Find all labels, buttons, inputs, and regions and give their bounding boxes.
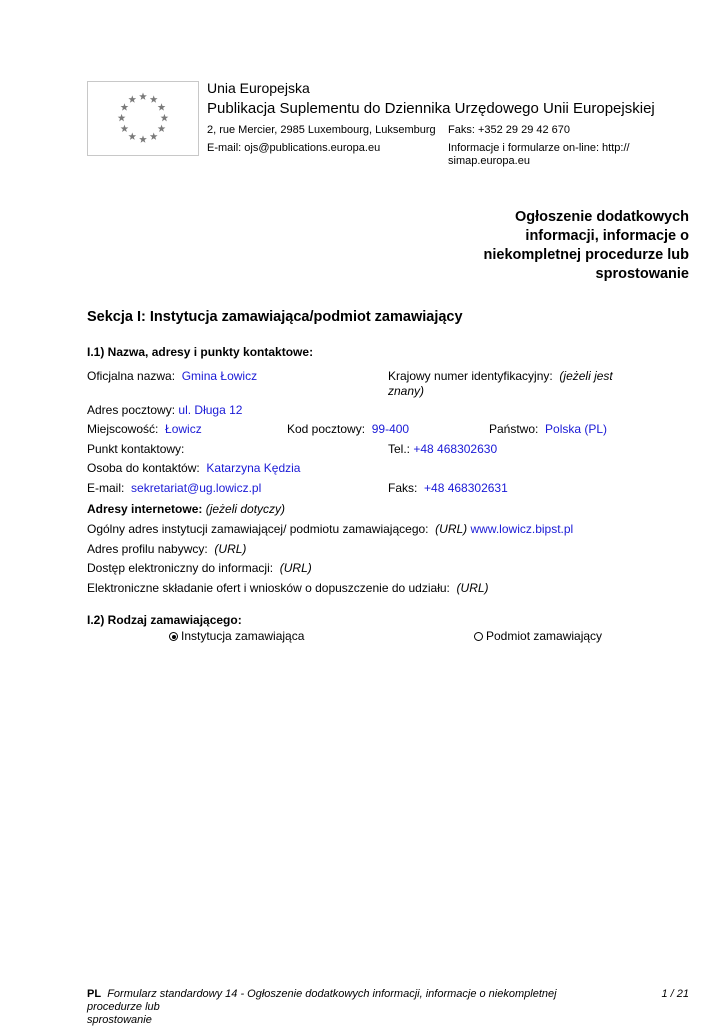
star-icon xyxy=(150,95,158,102)
general-address-row xyxy=(87,522,573,537)
country-value: Polska (PL) xyxy=(545,422,608,436)
buyer-profile-note: (URL) xyxy=(214,542,247,556)
radio-unselected-icon[interactable] xyxy=(474,632,483,641)
contact-person-label: Osoba do kontaktów: xyxy=(87,461,200,475)
document-title xyxy=(449,208,689,284)
country-row xyxy=(489,422,607,437)
section-title: Sekcja I: Instytucja zamawiająca/podmiot zamawiający xyxy=(87,309,463,325)
star-icon xyxy=(139,135,147,142)
national-id-label: Krajowy numer identyfikacyjny: xyxy=(388,369,553,383)
page-number: 1 / 21 xyxy=(661,988,689,1000)
postal-address-row xyxy=(87,403,242,418)
star-icon xyxy=(161,114,169,121)
subsection-1-title: I.1) Nazwa, adresy i punkty kontaktowe: xyxy=(87,345,314,359)
header-publication: Publikacja Suplementu do Dziennika Urzędowego Unii Europejskiej xyxy=(207,100,655,117)
tel-row xyxy=(388,442,497,457)
email-value: sekretariat@ug.lowicz.pl xyxy=(131,481,262,495)
header-org: Unia Europejska xyxy=(207,80,310,96)
star-icon xyxy=(118,114,126,121)
footer xyxy=(87,988,597,1027)
postal-address-value: ul. Długa 12 xyxy=(178,403,243,417)
star-icon xyxy=(121,103,129,110)
city-row xyxy=(87,422,202,437)
header-fax: Faks: +352 29 29 42 670 xyxy=(448,124,571,136)
star-icon xyxy=(150,132,158,139)
electronic-submission-row xyxy=(87,581,489,596)
star-icon xyxy=(158,103,166,110)
email-row xyxy=(87,481,261,496)
fax-value: +48 468302631 xyxy=(424,481,508,495)
national-id-row xyxy=(388,369,613,399)
radio-selected-icon[interactable] xyxy=(169,632,178,641)
buyer-profile-label: Adres profilu nabywcy: xyxy=(87,542,208,556)
fax-row xyxy=(388,481,508,496)
general-address-label: Ogólny adres instytucji zamawiającej/ podmiotu zamawiającego: xyxy=(87,522,429,536)
electronic-submission-label: Elektroniczne składanie ofert i wniosków o dopuszczenie do udziału: xyxy=(87,581,450,595)
contracting-authority-label: Instytucja zamawiająca xyxy=(181,629,305,643)
title-line4: sprostowanie xyxy=(595,266,689,282)
title-line2: informacji, informacje o xyxy=(525,228,689,244)
electronic-access-note: (URL) xyxy=(279,561,312,575)
contact-point-label: Punkt kontaktowy: xyxy=(87,442,185,456)
country-label: Państwo: xyxy=(489,422,539,436)
star-icon xyxy=(158,125,166,132)
electronic-access-row xyxy=(87,561,312,576)
internet-label: Adresy internetowe: xyxy=(87,502,203,516)
header-address: 2, rue Mercier, 2985 Luxembourg, Luksemburg xyxy=(207,124,436,136)
postal-address-label: Adres pocztowy: xyxy=(87,403,176,417)
contact-person-value: Katarzyna Kędzia xyxy=(206,461,301,475)
general-address-link[interactable]: www.lowicz.bipst.pl xyxy=(470,522,574,536)
header-info-line1: Informacje i formularze on-line: http:// xyxy=(448,142,630,154)
footer-form-line1: Formularz standardowy 14 - Ogłoszenie dodatkowych informacji, informacje o niekompletnej procedurze lub xyxy=(87,988,557,1013)
footer-lang: PL xyxy=(87,988,102,1000)
star-icon xyxy=(139,93,147,100)
tel-label: Tel.: xyxy=(388,442,411,456)
internet-row xyxy=(87,502,285,517)
star-icon xyxy=(128,132,136,139)
header-info xyxy=(448,142,630,168)
fax-label: Faks: xyxy=(388,481,418,495)
buyer-profile-row xyxy=(87,542,246,557)
star-icon xyxy=(128,95,136,102)
header-info-line2: simap.europa.eu xyxy=(448,155,530,167)
electronic-access-label: Dostęp elektroniczny do informacji: xyxy=(87,561,274,575)
contracting-authority-option[interactable] xyxy=(169,629,304,644)
contracting-entity-option[interactable] xyxy=(474,629,602,644)
general-address-note: (URL) xyxy=(435,522,468,536)
national-id-note: (jeżeli jest xyxy=(559,369,613,383)
email-label: E-mail: xyxy=(87,481,125,495)
electronic-submission-note: (URL) xyxy=(456,581,489,595)
eu-logo xyxy=(87,81,199,156)
contact-person-row xyxy=(87,461,300,476)
header-email: E-mail: ojs@publications.europa.eu xyxy=(207,142,381,154)
official-name-value: Gmina Łowicz xyxy=(181,369,258,383)
contracting-entity-label: Podmiot zamawiający xyxy=(486,629,603,643)
postcode-label: Kod pocztowy: xyxy=(287,422,366,436)
city-label: Miejscowość: xyxy=(87,422,159,436)
postcode-row xyxy=(287,422,409,437)
star-icon xyxy=(121,125,129,132)
footer-form-line2: sprostowanie xyxy=(87,1014,152,1026)
title-line1: Ogłoszenie dodatkowych xyxy=(514,209,689,225)
city-value: Łowicz xyxy=(165,422,202,436)
internet-note: (jeżeli dotyczy) xyxy=(205,502,286,516)
subsection-2-title: I.2) Rodzaj zamawiającego: xyxy=(87,613,242,627)
official-name-row xyxy=(87,369,257,384)
postcode-value: 99-400 xyxy=(371,422,410,436)
official-name-label: Oficjalna nazwa: xyxy=(87,369,176,383)
title-line3: niekompletnej procedurze lub xyxy=(483,247,689,263)
national-id-note-cont: znany) xyxy=(388,384,425,398)
tel-value: +48 468302630 xyxy=(413,442,498,456)
eu-stars-logo-icon xyxy=(88,82,198,155)
